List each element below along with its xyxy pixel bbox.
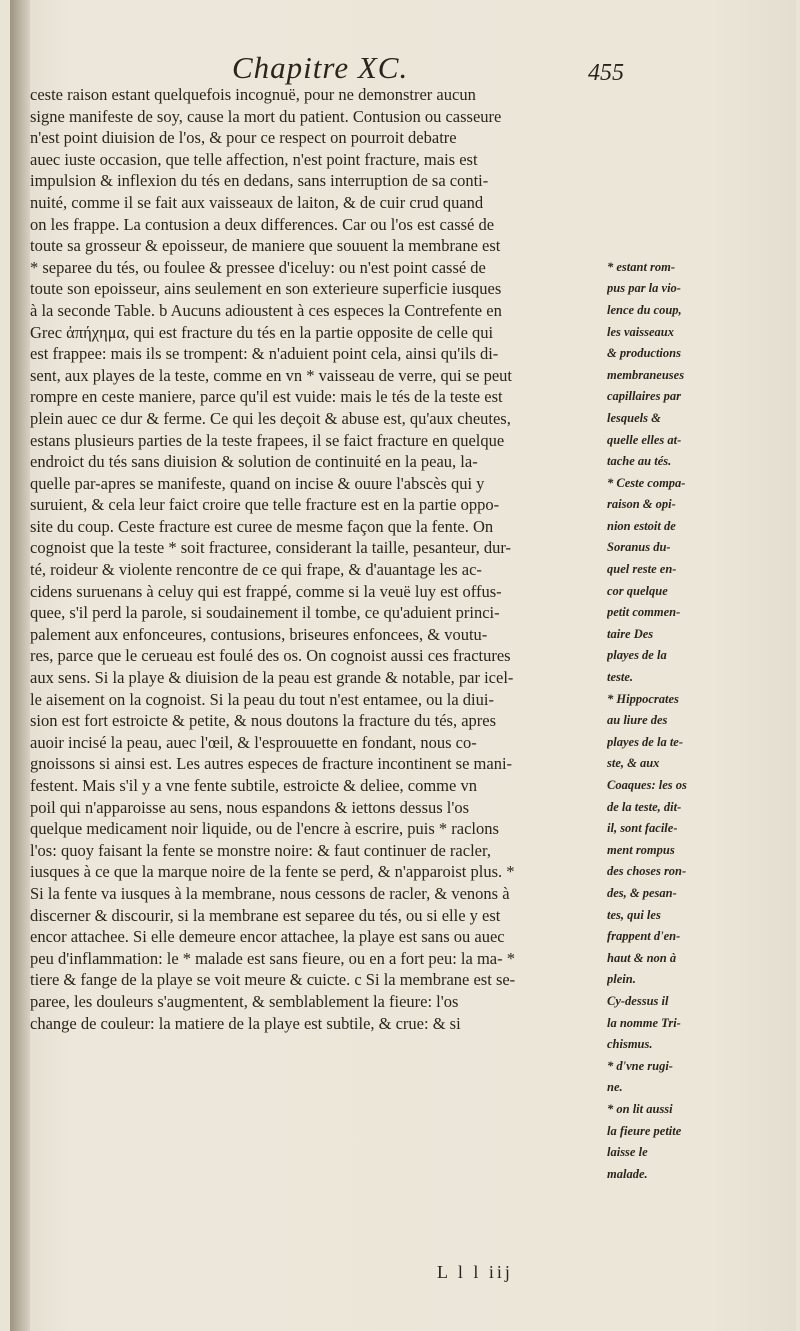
text-line: aux sens. Si la playe & diuision de la peau est grande & notable, par icel-	[30, 668, 514, 688]
margin-note-line: ste, & aux	[607, 756, 660, 771]
margin-note-line: il, sont facile-	[607, 821, 678, 836]
text-line: auoir incisé la peau, auec l'œil, & l'esprouuette en fondant, nous co-	[30, 732, 477, 752]
text-line: endroict du tés sans diuision & solution de continuité en la peau, la-	[30, 452, 478, 472]
margin-note-line: tache au tés.	[607, 454, 672, 469]
text-line: paree, les douleurs s'augmentent, & semblablement la fieure: l'os	[30, 991, 459, 1011]
margin-note-line: Coaques: les os	[607, 778, 687, 792]
text-line: té, roideur & violente rencontre de ce qui frape, & d'auantage les ac-	[30, 560, 482, 580]
signature-mark: L l l iij	[437, 1262, 513, 1282]
text-line: signe manifeste de soy, cause la mort du patient. Contusion ou casseure	[30, 106, 502, 126]
text-line: on les frappe. La contusion a deux differences. Car ou l'os est cassé de	[30, 214, 495, 234]
margin-note-line: plein.	[607, 972, 636, 987]
margin-note-line: ment rompus	[607, 842, 675, 857]
margin-note-line: la fieure petite	[607, 1123, 682, 1138]
text-line: encor attachee. Si elle demeure encor attachee, la playe est sans ou auec	[30, 927, 505, 947]
text-line: le aisement on la cognoist. Si la peau du tout n'est entamee, ou la diui-	[30, 689, 494, 709]
margin-note-line: nion estoit de	[607, 518, 676, 533]
margin-note-line: haut & non à	[607, 950, 677, 965]
margin-note-line	[607, 214, 787, 236]
text-line: toute sa grosseur & epoisseur, de maniere que souuent la membrane est	[30, 236, 501, 256]
text-line: à la seconde Table. b Aucuns adioustent à ces especes la Contrefente en	[30, 300, 502, 320]
margin-note-line: la nomme Tri-	[607, 1015, 681, 1030]
margin-note-line: les vaisseaux	[607, 324, 675, 339]
margin-note-line: Soranus du-	[607, 540, 671, 555]
text-line: tiere & fange de la playe se voit meure & cuicte. c Si la membrane est se-	[30, 970, 516, 990]
margin-note-line: chismus.	[607, 1037, 653, 1052]
text-line: * separee du tés, ou foulee & pressee d'iceluy: ou n'est point cassé de	[30, 257, 486, 277]
text-line: festent. Mais s'il y a vne fente subtile, estroicte & deliee, comme vn	[30, 776, 477, 795]
margin-note-line: de la teste, dit-	[607, 799, 682, 814]
margin-note-line	[607, 170, 787, 192]
text-line: plein auec ce dur & ferme. Ce qui les deçoit & abuse est, qu'aux cheutes,	[30, 408, 511, 428]
margin-note-line: & productions	[607, 346, 681, 361]
margin-note-line: tes, qui les	[607, 907, 661, 922]
text-line: est frappee: mais ils se trompent: & n'aduient point cela, ainsi qu'ils di-	[30, 344, 499, 364]
page-number: 455	[588, 60, 624, 86]
margin-note-line: * on lit aussi	[607, 1101, 673, 1116]
margin-note-line: lence du coup,	[607, 302, 682, 317]
text-line: nuité, comme il se fait aux vaisseaux de laiton, & de cuir crud quand	[30, 192, 484, 212]
text-line: change de couleur: la matiere de la playe est subtile, & crue: & si	[30, 1013, 461, 1033]
text-line: impulsion & inflexion du tés en dedans, sans interruption de sa conti-	[30, 171, 489, 191]
margin-note-line: playes de la te-	[607, 734, 684, 749]
text-line: palement aux enfonceures, contusions, briseures enfoncees, & voutu-	[30, 624, 488, 644]
text-line: sent, aux playes de la teste, comme en vn * vaisseau de verre, qui se peut	[30, 365, 513, 385]
margin-note-line: * Hippocrates	[607, 691, 679, 706]
text-line: estans plusieurs parties de la teste frapees, il se faict fracture en quelque	[30, 430, 505, 450]
text-line: res, parce que le cerueau est foulé des os. On cognoist aussi ces fractures	[30, 646, 511, 666]
margin-note-line	[607, 127, 787, 149]
margin-note-line: Cy-dessus il	[607, 993, 669, 1008]
margin-note-line: petit commen-	[607, 605, 681, 620]
chapter-title: Chapitre XC.	[232, 50, 409, 85]
text-line: discerner & discourir, si la membrane est separee du tés, ou si elle y est	[30, 905, 501, 925]
margin-note-line	[607, 192, 787, 214]
text-line: quelle par-apres se manifeste, quand on incise & ouure l'abscès qui y	[30, 473, 485, 493]
margin-note-line: playes de la	[607, 648, 667, 663]
text-line: rompre en ceste maniere, parce qu'il est vuide: mais le tés de la teste est	[30, 387, 503, 407]
text-line: Si la fente va iusques à la membrane, nous cessons de racler, & venons à	[30, 883, 510, 903]
margin-note-line: taire Des	[607, 626, 654, 641]
text-line: ceste raison estant quelquefois incognuë, pour ne demonstrer aucun	[30, 85, 476, 104]
text-line: gnoissons si ainsi est. Les autres especes de fracture incontinent se mani-	[30, 754, 513, 774]
text-line: quelque medicament noir liquide, ou de l'encre à escrire, puis * raclons	[30, 819, 499, 839]
margin-note-line: au liure des	[607, 713, 668, 728]
margin-note-line: raison & opi-	[607, 497, 676, 512]
margin-note-line: pus par la vio-	[607, 281, 681, 296]
margin-note-line: * Ceste compa-	[607, 475, 686, 490]
text-line: suruient, & cela leur faict croire que telle fracture est en la partie oppo-	[30, 495, 500, 515]
margin-note-line	[607, 235, 787, 257]
text-line: l'os: quoy faisant la fente se monstre noire: & faut continuer de racler,	[30, 840, 491, 860]
text-line: auec iuste occasion, que telle affection, n'est point fracture, mais est	[30, 149, 478, 169]
margin-note-line: membraneuses	[607, 367, 685, 382]
margin-note-line: quel reste en-	[607, 562, 677, 577]
margin-note-line: capillaires par	[607, 389, 681, 404]
text-line: Grec ἀπήχημα, qui est fracture du tés en la partie opposite de celle qui	[30, 322, 494, 342]
text-line: toute son epoisseur, ains seulement en son exterieure superficie iusques	[30, 279, 502, 299]
text-line: iusques à ce que la marque noire de la fente se perd, & n'apparoist plus. *	[30, 862, 515, 882]
text-line: quee, s'il perd la parole, si soudainement il tombe, ce qu'aduient princi-	[30, 603, 500, 623]
margin-note-line: des choses ron-	[607, 864, 687, 879]
binding-gutter	[10, 0, 30, 1331]
margin-note-line: * d'vne rugi-	[607, 1058, 673, 1073]
margin-note-line: quelle elles at-	[607, 432, 682, 447]
text-line: poil qui n'apparoisse au sens, nous espandons & iettons dessus l'os	[30, 797, 470, 817]
margin-note-line: laisse le	[607, 1145, 648, 1160]
text-line: site du coup. Ceste fracture est curee de mesme façon que la fente. On	[30, 516, 494, 536]
margin-note-line: teste.	[607, 670, 634, 685]
margin-note-line: lesquels &	[607, 410, 661, 425]
text-line: sion est fort estroicte & petite, & nous doutons la fracture du tés, apres	[30, 711, 497, 731]
text-line: peu d'inflammation: le * malade est sans fieure, ou en a fort peu: la ma- *	[30, 948, 515, 968]
margin-note-line: ne.	[607, 1080, 623, 1095]
margin-note-line	[607, 84, 787, 106]
text-line: n'est point diuision de l'os, & pour ce respect on pourroit debatre	[30, 128, 457, 148]
margin-note-line: malade.	[607, 1166, 648, 1181]
margin-note-line	[607, 106, 787, 128]
main-text-column	[30, 84, 605, 1034]
margin-note-line: * estant rom-	[607, 259, 676, 274]
text-line: cognoist que la teste * soit fracturee, considerant la taille, pesanteur, dur-	[30, 538, 511, 558]
margin-note-line	[607, 149, 787, 171]
margin-notes-column	[607, 84, 787, 1185]
margin-note-line: des, & pesan-	[607, 885, 677, 900]
text-line: cidens suruenans à celuy qui est frappé, comme si la veuë luy est offus-	[30, 581, 502, 601]
margin-note-line: cor quelque	[607, 583, 668, 598]
margin-note-line: frappent d'en-	[607, 929, 681, 944]
